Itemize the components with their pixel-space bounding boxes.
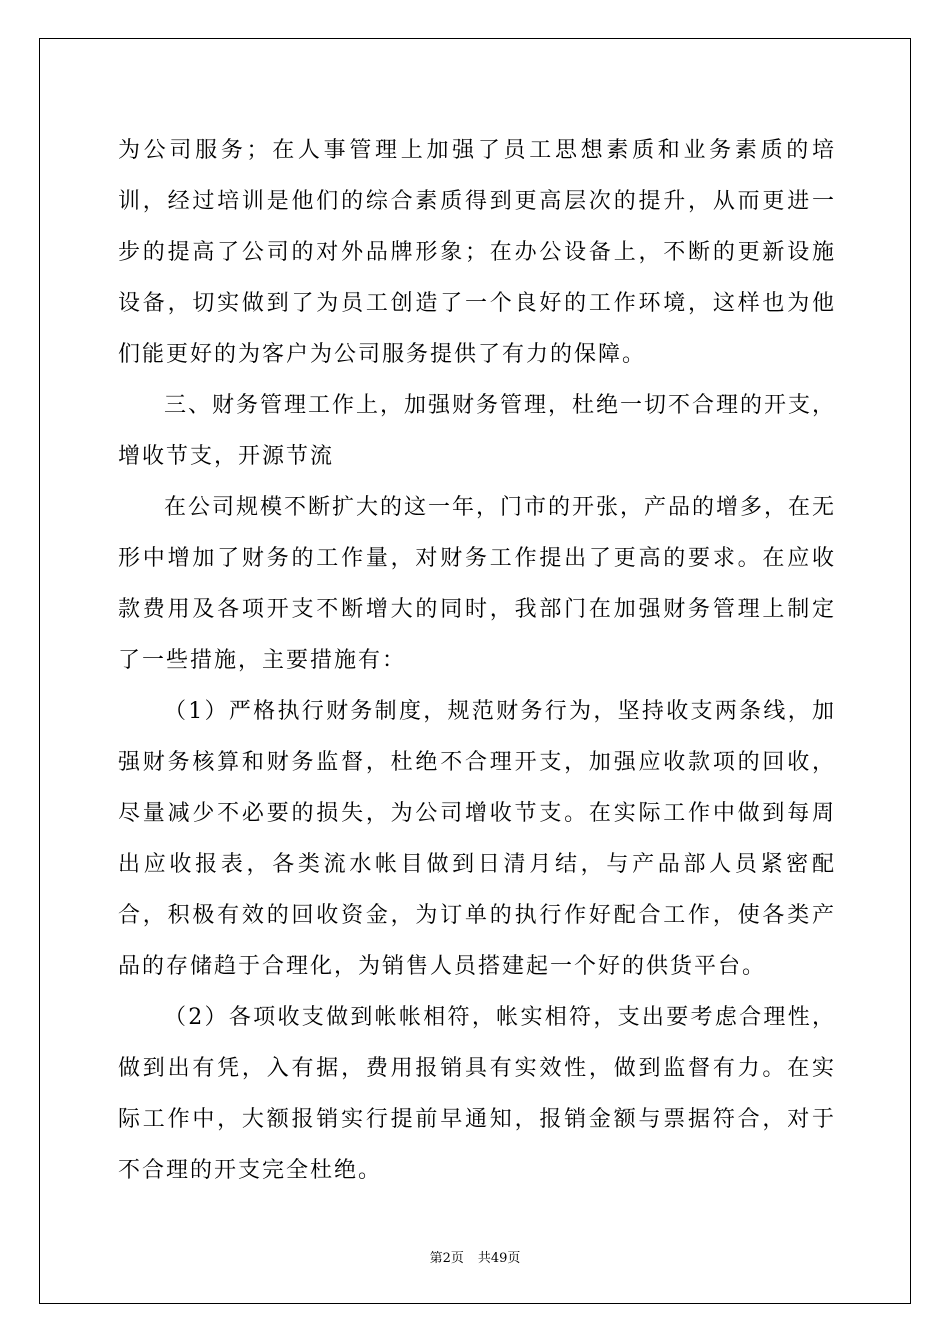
document-body (118, 125, 836, 1196)
paragraph-2-section-heading: 三、财务管理工作上，加强财务管理，杜绝一切不合理的开支，增收节支，开源节流 (118, 393, 837, 469)
paragraph-4: （1）严格执行财务制度，规范财务行为，坚持收支两条线，加强财务核算和财务监督，杜绝不合理开支，加强应收款项的回收，尽量减少不必要的损失，为公司增收节支。在实际工作中做到每周出应收报表，各类流水帐目做到日清月结，与产品部人员紧密配合，积极有效的回收资金，为订单的执行作好配合工作，使各类产品的存储趋于合理化，为销售人员搭建起一个好的供货平台。 (118, 699, 836, 979)
paragraph-5: （2）各项收支做到帐帐相符，帐实相符，支出要考虑合理性，做到出有凭，入有据，费用报销具有实效性，做到监督有力。在实际工作中，大额报销实行提前早通知，报销金额与票据符合，对于不合理的开支完全杜绝。 (118, 1005, 836, 1183)
paragraph-1: 为公司服务；在人事管理上加强了员工思想素质和业务素质的培训，经过培训是他们的综合素质得到更高层次的提升，从而更进一步的提高了公司的对外品牌形象；在办公设备上，不断的更新设施设备，切实做到了为员工创造了一个良好的工作环境，这样也为他们能更好的为客户为公司服务提供了有力的保障。 (118, 138, 836, 367)
total-pages: 共49页 (477, 1251, 521, 1266)
page-number: 第2页 (429, 1251, 464, 1266)
page-footer (0, 1247, 950, 1266)
paragraph-3: 在公司规模不断扩大的这一年，门市的开张，产品的增多，在无形中增加了财务的工作量，对财务工作提出了更高的要求。在应收款费用及各项开支不断增大的同时，我部门在加强财务管理上制定了一些措施，主要措施有： (118, 495, 837, 673)
